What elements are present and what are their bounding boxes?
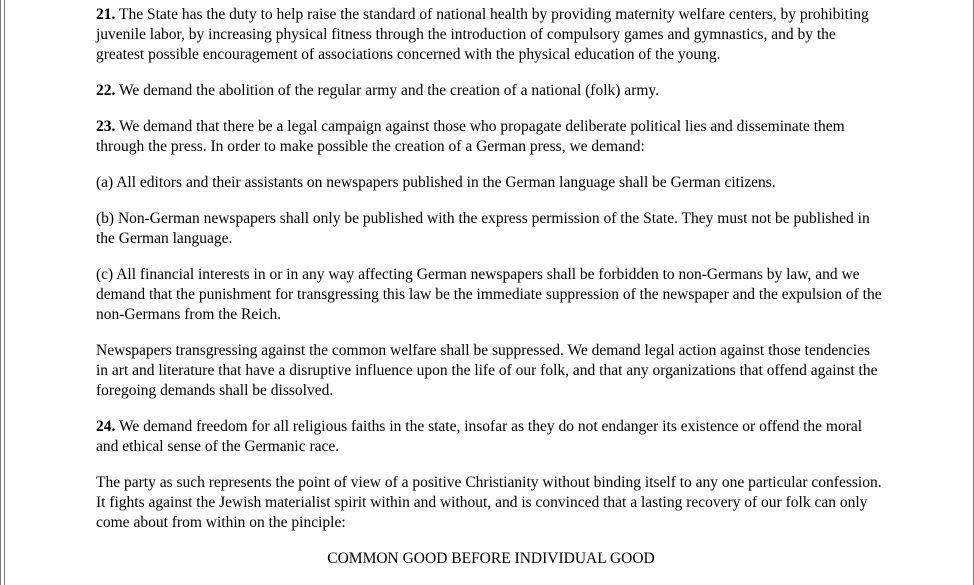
- article-number: 23.: [96, 118, 116, 135]
- article-21: [96, 5, 886, 65]
- press-demand-b: (b) Non-German newspapers shall only be published with the express permission of the State. They must not be published in the German language.: [96, 210, 870, 247]
- article-23: [96, 117, 886, 157]
- party-paragraph: The party as such represents the point of view of a positive Christianity without binding itself to any one particular confession. It fights against the Jewish materialist spirit within and without, and is convinced that a lasting recovery of our folk can only come about from within on the pinciple:: [96, 474, 882, 531]
- article-24: [96, 417, 886, 457]
- article-text: The State has the duty to help raise the standard of national health by providing maternity welfare centers, by prohibiting juvenile labor, by increasing physical fitness through the introduction of compulsory games and gymnastics, and by the greatest possible encouragement of associations concerned with the physical education of the young.: [96, 6, 869, 63]
- article-text: We demand freedom for all religious faiths in the state, insofar as they do not endanger its existence or offend the moral and ethical sense of the Germanic race.: [96, 418, 863, 455]
- article-text: We demand that there be a legal campaign against those who propagate deliberate political lies and disseminate them through the press. In order to make possible the creation of a German press, we demand:: [96, 118, 845, 155]
- document-body: [96, 5, 886, 585]
- motto: COMMON GOOD BEFORE INDIVIDUAL GOOD: [327, 550, 655, 567]
- press-demand-c: (c) All financial interests in or in any way affecting German newspapers shall be forbidden to non-Germans by law, and we demand that the punishment for transgressing this law be the immediate suppression of the newspaper and the expulsion of the non-Germans from the Reich.: [96, 266, 882, 323]
- press-demand-a: (a) All editors and their assistants on newspapers published in the German language shall be German citizens.: [96, 174, 776, 191]
- article-number: 21.: [96, 6, 116, 23]
- article-text: We demand the abolition of the regular army and the creation of a national (folk) army.: [118, 82, 660, 99]
- suppression-paragraph: Newspapers transgressing against the common welfare shall be suppressed. We demand legal action against those tendencies in art and literature that have a disruptive influence upon the life of our folk, and that any organizations that offend against the foregoing demands shall be dissolved.: [96, 342, 878, 399]
- article-22: [96, 81, 886, 101]
- article-number: 22.: [96, 82, 116, 99]
- article-number: 24.: [96, 418, 116, 435]
